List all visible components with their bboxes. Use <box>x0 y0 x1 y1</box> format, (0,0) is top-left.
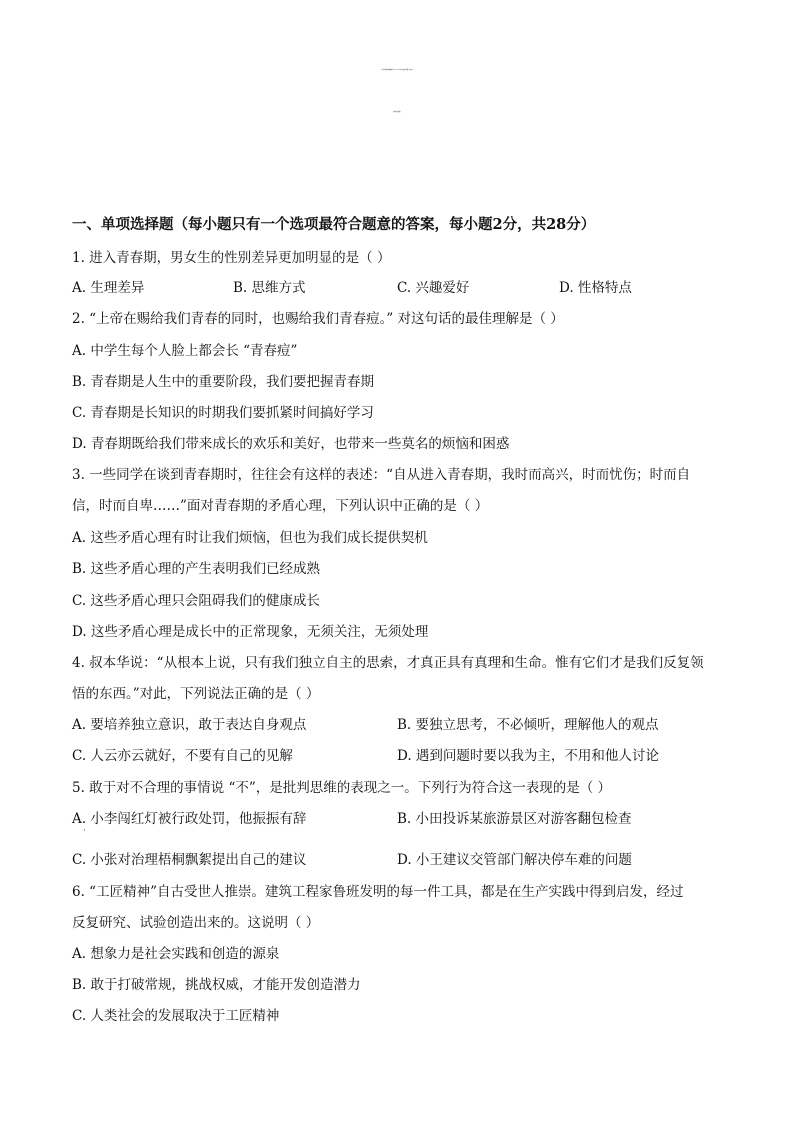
question-3-option-b: B. 这些矛盾心理的产生表明我们已经成熟 <box>72 561 321 577</box>
question-5-option-c: C. 小张对治理梧桐飘絮提出自己的建议 <box>72 852 307 868</box>
question-3-stem-line-2: 信，时而自卑……”面对青春期的矛盾心理，下列认识中正确的是（ ） <box>72 498 489 514</box>
question-6-option-b: B. 敢于打破常规，挑战权威，才能开发创造潜力 <box>72 977 361 993</box>
question-4-stem-line-2: 悟的东西。”对此，下列说法正确的是（ ） <box>72 686 320 702</box>
question-5-stem: 5. 敢于对不合理的事情说 “不”，是批判思维的表现之一。下列行为符合这一表现的是（ ） <box>72 780 612 796</box>
stray-dot-mark: · <box>83 826 86 836</box>
question-6-stem-line-1: 6. “工匠精神”自古受世人推崇。建筑工程家鲁班发明的每一件工具，都是在生产实践中得到启发，经过 <box>72 884 684 900</box>
question-2-option-b: B. 青春期是人生中的重要阶段，我们要把握青春期 <box>72 374 375 390</box>
question-4-option-b: B. 要独立思考，不必倾听，理解他人的观点 <box>397 717 659 733</box>
question-6-option-a: A. 想象力是社会实践和创造的源泉 <box>72 946 280 962</box>
question-6-stem-line-2: 反复研究、试验创造出来的。这说明（ ） <box>72 915 320 931</box>
question-2-option-c: C. 青春期是长知识的时期我们要抓紧时间搞好学习 <box>72 405 374 421</box>
question-1-option-d: D. 性格特点 <box>559 280 632 296</box>
exam-subject-title: 道德与法治试题 <box>393 112 401 113</box>
question-2-option-d: D. 青春期既给我们带来成长的欢乐和美好，也带来一些莫名的烦恼和困惑 <box>72 436 510 452</box>
question-3-stem-line-1: 3. 一些同学在谈到青春期时，往往会有这样的表述：“自从进入青春期，我时而高兴，时而忧伤；时而自 <box>72 467 691 483</box>
question-3-option-d: D. 这些矛盾心理是成长中的正常现象，无须关注，无须处理 <box>72 624 429 640</box>
question-4-option-d: D. 遇到问题时要以我为主，不用和他人讨论 <box>397 748 659 764</box>
question-5-option-d: D. 小王建议交管部门解决停车难的问题 <box>397 852 632 868</box>
question-4-option-a: A. 要培养独立意识，敢于表达自身观点 <box>72 717 307 733</box>
question-4-option-c: C. 人云亦云就好，不要有自己的见解 <box>72 748 293 764</box>
section-heading: 一、单项选择题（每小题只有一个选项最符合题意的答案，每小题2分，共28分） <box>72 216 596 233</box>
question-1-option-b: B. 思维方式 <box>233 280 306 296</box>
exam-title: 江苏省盐城市盐城初级中学2023-2024学年七年级下学期第一次月考 <box>381 70 413 71</box>
question-5-option-a: A. 小李闯红灯被行政处罚，他振振有辞 <box>72 811 307 827</box>
question-3-option-a: A. 这些矛盾心理有时让我们烦恼，但也为我们成长提供契机 <box>72 530 428 546</box>
question-6-option-c: C. 人类社会的发展取决于工匠精神 <box>72 1008 280 1024</box>
question-4-stem-line-1: 4. 叔本华说：“从根本上说，只有我们独立自主的思索，才真正具有真理和生命。惟有它们才是我们反复领 <box>72 655 704 671</box>
question-2-stem: 2. “上帝在赐给我们青春的同时，也赐给我们青春痘。” 对这句话的最佳理解是（ ） <box>72 311 564 327</box>
question-5-option-b: B. 小田投诉某旅游景区对游客翻包检查 <box>397 811 632 827</box>
question-1-option-c: C. 兴趣爱好 <box>397 280 470 296</box>
question-2-option-a: A. 中学生每个人脸上都会长 “青春痘” <box>72 343 298 359</box>
question-1-option-a: A. 生理差异 <box>72 280 145 296</box>
question-1-stem: 1. 进入青春期，男女生的性别差异更加明显的是（ ） <box>72 250 391 266</box>
question-3-option-c: C. 这些矛盾心理只会阻碍我们的健康成长 <box>72 593 320 609</box>
